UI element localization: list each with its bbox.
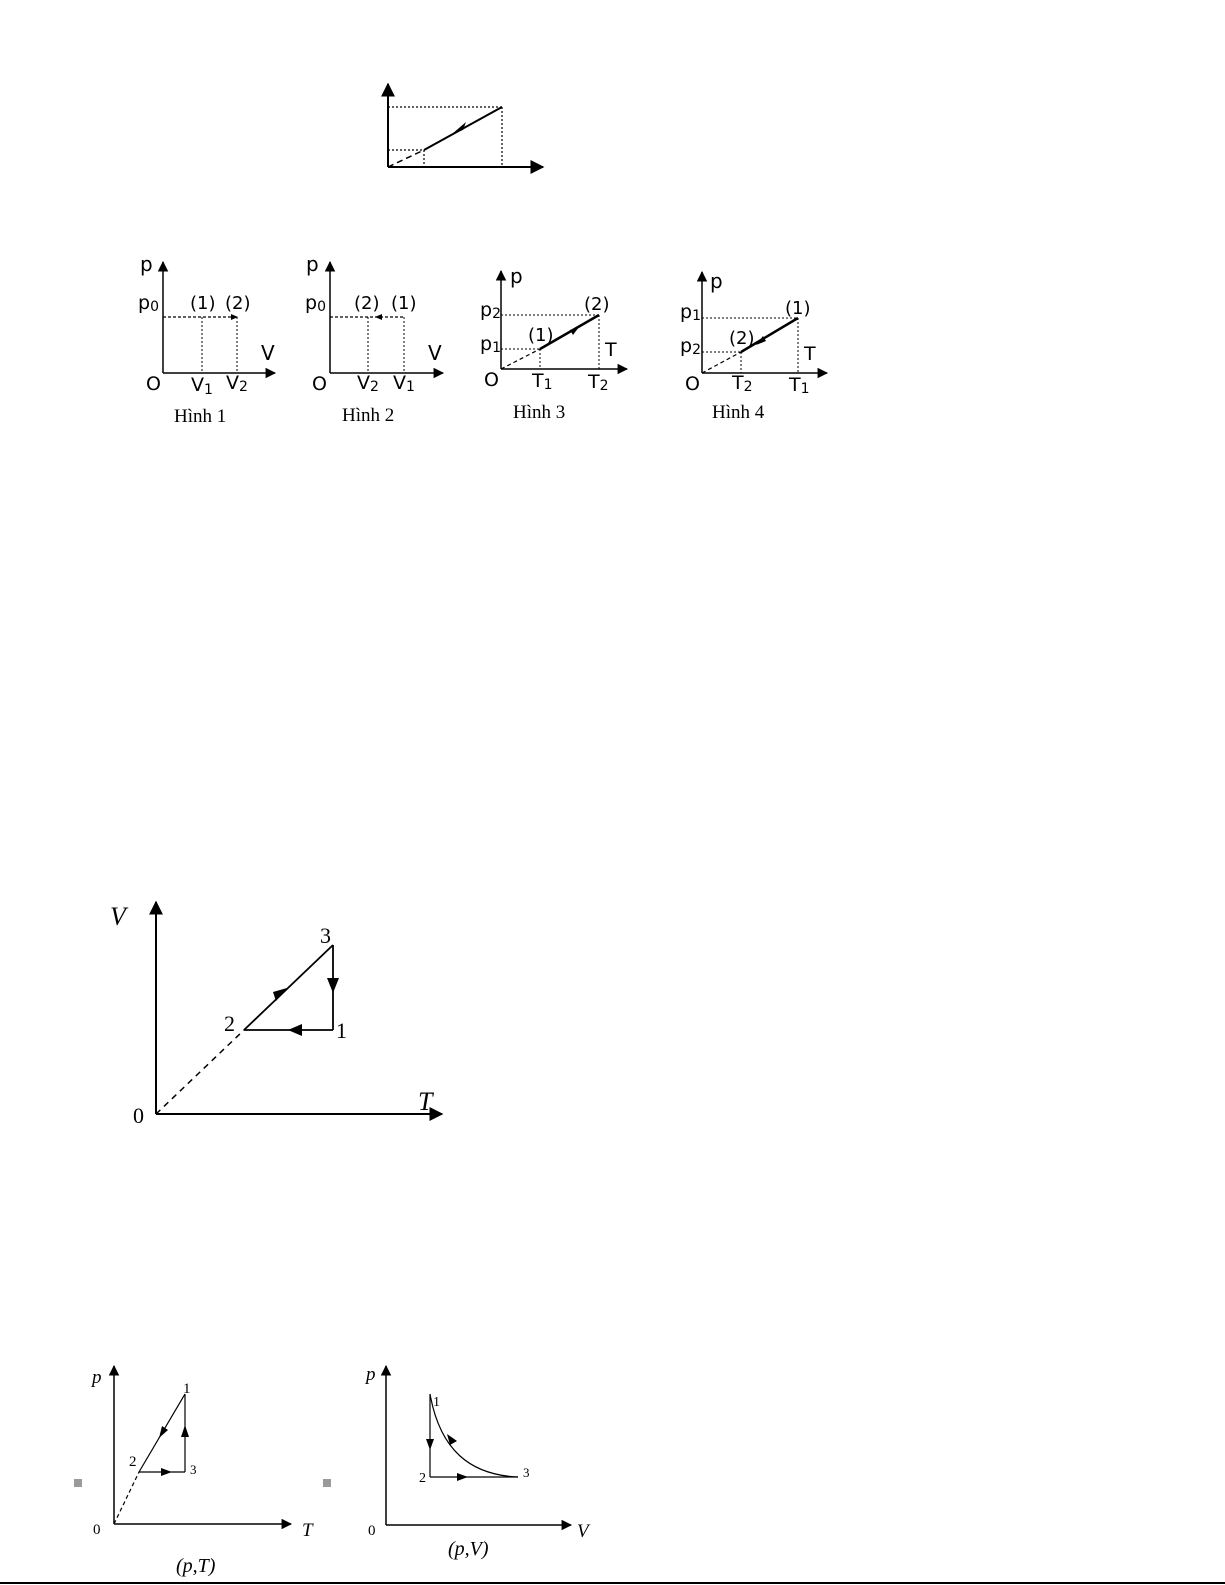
hinh4-origin: O [685,373,700,395]
bullet-marker-left [74,1479,82,1487]
hinh4-state-1: (1) [785,298,811,319]
pv-v-label: V [577,1521,589,1542]
hinh2-v2-label: V2 [357,372,379,395]
hinh2-v-label: V [428,341,442,365]
pv-process-3-1 [430,1394,518,1477]
top-diagram [388,84,543,167]
hinh1-arrow [231,314,238,320]
hinh4-t1-label: T1 [789,374,810,397]
hinh4-p2-label: p2 [680,335,701,358]
pv-p-label: p [366,1364,376,1385]
pv-point-1: 1 [433,1395,440,1410]
vt-process-2-3 [244,945,333,1030]
hinh1-origin: O [146,373,161,395]
pt-arrow-2-3 [161,1468,172,1476]
vt-point-1: 1 [336,1018,347,1043]
pt-arrow-3-1 [181,1425,189,1437]
hinh3-state-2: (2) [584,294,610,315]
pt-t-label: T [302,1520,313,1541]
hinh4-dashed-extension [702,352,741,373]
hinh4-t2-label: T2 [732,372,753,395]
vt-t-label: T [418,1087,433,1116]
vt-v-label: V [110,902,126,931]
pt-point-2: 2 [129,1454,137,1470]
hinh3-state-1: (1) [528,325,554,346]
figure-hinh-4 [680,269,827,423]
bullet-marker-right [323,1479,331,1487]
vt-arrow-2-3 [273,988,287,1001]
pv-arrow-2-3 [457,1473,468,1481]
top-dashed-extension [388,150,424,167]
hinh2-v1-label: V1 [393,372,415,395]
pt-caption: (p,T) [176,1555,216,1577]
pt-point-3: 3 [190,1462,197,1477]
hinh3-dashed-extension [501,349,540,369]
hinh4-state-2: (2) [729,328,755,349]
figure-hinh-2 [305,252,443,426]
pv-cycle-diagram [364,1364,591,1560]
hinh3-origin: O [484,369,499,391]
hinh2-origin: O [312,373,327,395]
hinh1-v-label: V [261,341,275,365]
vt-point-3: 3 [320,923,331,948]
hinh1-state-1: (1) [190,293,216,314]
vt-arrow-1-2 [288,1024,302,1036]
hinh2-p-label: p [306,252,319,276]
figure-hinh-3 [480,264,627,423]
vt-origin: 0 [133,1103,144,1128]
hinh2-arrow [375,314,382,320]
pt-point-1: 1 [183,1381,191,1397]
hinh1-state-2: (2) [225,293,251,314]
hinh1-p0-label: p0 [138,292,159,315]
vt-point-2: 2 [224,1011,235,1036]
hinh2-state-2: (2) [354,293,380,314]
vt-arrow-3-1 [327,978,339,993]
pt-origin: 0 [93,1522,101,1538]
pv-point-3: 3 [523,1465,530,1480]
pv-caption: (p,V) [448,1538,489,1560]
vt-cycle-diagram [110,902,442,1128]
pt-arrow-1-2 [159,1426,168,1438]
hinh4-caption: Hình 4 [712,402,765,423]
pv-arrow-1-2 [426,1439,434,1450]
hinh3-t2-label: T2 [588,371,609,394]
hinh1-v1-label: V1 [191,374,213,398]
hinh4-p1-label: p1 [680,301,701,324]
hinh3-t1-label: T1 [532,370,553,393]
pv-origin: 0 [368,1523,376,1539]
hinh1-v2-label: V2 [226,372,248,395]
figure-hinh-1 [138,252,275,427]
pt-cycle-diagram [90,1366,314,1577]
hinh2-p0-label: p0 [305,292,326,315]
hinh2-state-1: (1) [391,293,417,314]
pt-p-label: p [92,1367,102,1388]
hinh2-caption: Hình 2 [342,405,395,426]
hinh4-t-label: T [804,343,816,365]
hinh3-p1-label: p1 [480,333,501,356]
hinh1-caption: Hình 1 [174,406,227,427]
vt-dashed-extension [156,1030,244,1114]
hinh3-t-label: T [605,339,617,361]
hinh4-p-label: p [710,269,723,293]
hinh3-p-label: p [510,264,523,288]
hinh3-p2-label: p2 [480,299,501,322]
pv-point-2: 2 [419,1471,426,1486]
hinh1-p-label: p [140,252,153,276]
pt-dashed-extension [114,1472,139,1524]
hinh3-caption: Hình 3 [513,402,566,423]
